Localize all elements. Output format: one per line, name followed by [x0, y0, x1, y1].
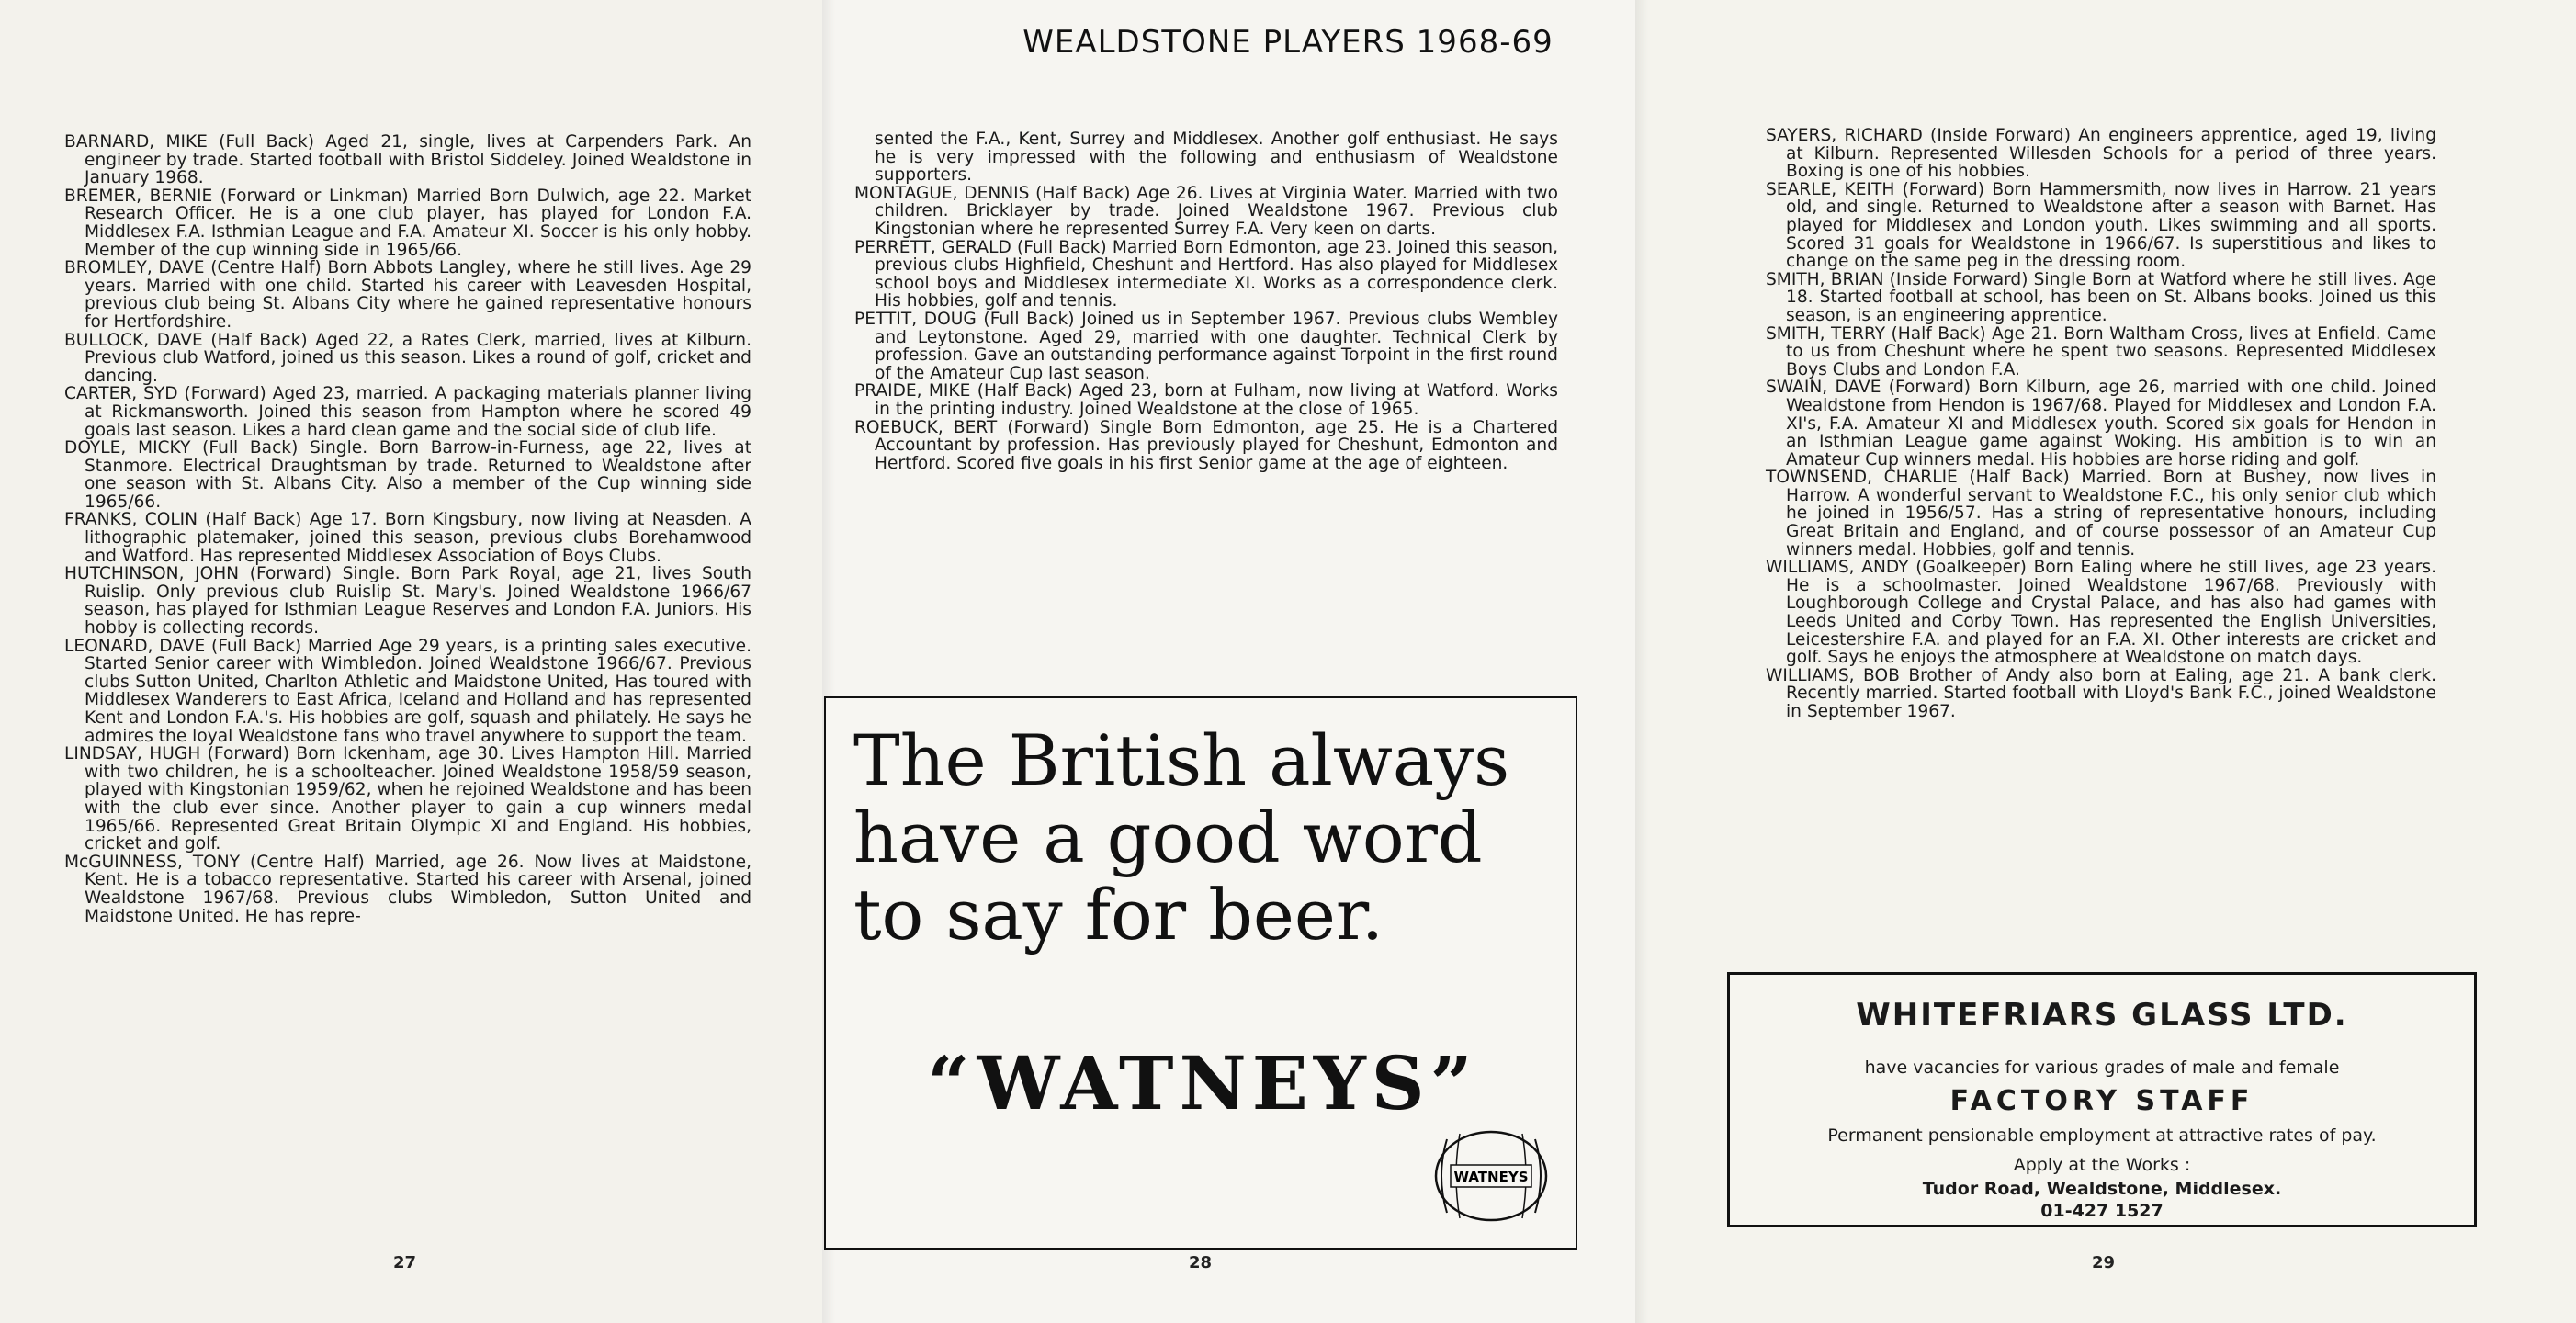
spread-title: WEALDSTONE PLAYERS 1968-69 [1022, 24, 1554, 61]
player-entry: CARTER, SYD (Forward) Aged 23, married. A packaging materials planner living at Rickmansworth. Joined this season from Hampton where he scored 49 goals last season. Likes a hard clean game and the social side of club life. [64, 384, 751, 440]
player-entry: TOWNSEND, CHARLIE (Half Back) Married. Born at Bushey, now lives in Harrow. A wonderful servant to Wealdstone F.C., his only senior club which he joined in 1956/57. Has a string of representative honours, including Great Britain and England, and of course possessor of an Amateur Cup winners medal. Hobbies, golf and tennis. [1766, 468, 2436, 560]
player-entry: ROEBUCK, BERT (Forward) Single Born Edmonton, age 25. He is a Chartered Accountant by profession. Has previously played for Cheshunt, Edmonton and Hertford. Scored five goals in his first Senior game at the age of eighteen. [854, 417, 1558, 473]
player-list-page-27 [64, 133, 751, 925]
player-entry: PETTIT, DOUG (Full Back) Joined us in September 1967. Previous clubs Wembley and Leytonstone. Aged 29, married with one daughter. Technical Clerk by profession. Gave an outstanding performance against Torpoint in the first round of the Amateur Cup last season. [854, 309, 1558, 383]
ad-intro: have vacancies for various grades of male and female [1864, 1057, 2340, 1078]
ad-brand: “WATNEYS” [927, 1040, 1478, 1126]
player-entry: WILLIAMS, BOB Brother of Andy also born at Ealing, age 21. A bank clerk. Recently married. Started football with Lloyd's Bank F.C., joined Wealdstone in September 1967. [1766, 665, 2436, 721]
barrel-icon [1432, 1128, 1550, 1224]
player-entry: SAYERS, RICHARD (Inside Forward) An engineers apprentice, aged 19, living at Kilburn. Represented Willesden Schools for a period of three years. Boxing is one of his hobbies. [1766, 126, 2436, 182]
ad-phone: 01-427 1527 [2040, 1201, 2164, 1221]
player-entry: DOYLE, MICKY (Full Back) Single. Born Barrow-in-Furness, age 22, lives at Stanmore. Electrical Draughtsman by trade. Returned to Wealdstone after one season with St. Albans City. Also a member of the Cup winning side 1965/66. [64, 438, 751, 512]
player-entry: LINDSAY, HUGH (Forward) Born Ickenham, age 30. Lives Hampton Hill. Married with two children, he is a schoolteacher. Joined Wealdstone 1958/59 season, played with Kingstonian 1959/62, when he rejoined Wealdstone and has been with the club ever since. Another player to gain a cup winners medal 1965/66. Represented Great Britain Olympic XI and England. His hobbies, cricket and golf. [64, 744, 751, 854]
ad-address: Tudor Road, Wealdstone, Middlesex. [1922, 1179, 2282, 1199]
ad-company-name: WHITEFRIARS GLASS LTD. [1856, 997, 2348, 1034]
player-entry: HUTCHINSON, JOHN (Forward) Single. Born Park Royal, age 21, lives South Ruislip. Only previous club Ruislip St. Mary's. Joined Wealdstone 1966/67 season, has played for Isthmian League Reserves and London F.A. Juniors. His hobby is collecting records. [64, 564, 751, 639]
gutter-shadow [1635, 0, 1648, 1323]
player-entry: BARNARD, MIKE (Full Back) Aged 21, single, lives at Carpenders Park. An engineer by trade. Started football with Bristol Siddeley. Joined Wealdstone in January 1968. [64, 132, 751, 188]
player-entry: SMITH, BRIAN (Inside Forward) Single Born at Watford where he still lives. Age 18. Started football at school, has been on St. Albans books. Joined us this season, is an engineering apprentice. [1766, 269, 2436, 325]
whitefriars-advertisement [1727, 972, 2477, 1227]
page-number: 29 [2092, 1253, 2116, 1272]
player-entry: SMITH, TERRY (Half Back) Age 21. Born Waltham Cross, lives at Enfield. Came to us from Cheshunt where he spent two seasons. Represented Middlesex Boys Clubs and London F.A. [1766, 323, 2436, 379]
player-entry: SWAIN, DAVE (Forward) Born Kilburn, age 26, married with one child. Joined Wealdstone from Hendon is 1967/68. Played for Middlesex and London F.A. XI's, F.A. Amateur XI and Middlesex youth. Scored six goals for Hendon in an Isthmian League game against Woking. His ambition is to win an Amateur Cup winners medal. His hobbies are horse riding and golf. [1766, 378, 2436, 469]
player-entry: SEARLE, KEITH (Forward) Born Hammersmith, now lives in Harrow. 21 years old, and single. Returned to Wealdstone after a season with Barnet. Has played for Middlesex and London youth. Likes swimming and all sports. Scored 31 goals for Wealdstone in 1966/67. Is superstitious and likes to change on the same peg in the dressing room. [1766, 179, 2436, 272]
player-entry: BULLOCK, DAVE (Half Back) Aged 22, a Rates Clerk, married, lives at Kilburn. Previous club Watford, joined us this season. Likes a round of golf, cricket and dancing. [64, 330, 751, 386]
player-entry: PRAIDE, MIKE (Half Back) Aged 23, born at Fulham, now living at Watford. Works in the printing industry. Joined Wealdstone at the close of 1965. [854, 381, 1558, 419]
barrel-label: WATNEYS [1453, 1169, 1529, 1185]
player-entry-continued: sented the F.A., Kent, Surrey and Middlesex. Another golf enthusiast. He says he is very impressed with the following and enthusiasm of Wealdstone supporters. [875, 130, 1558, 186]
player-entry: MONTAGUE, DENNIS (Half Back) Age 26. Lives at Virginia Water. Married with two children. Bricklayer by trade. Joined Wealdstone 1967. Previous club Kingstonian where he represented Surrey F.A. Very keen on darts. [854, 183, 1558, 239]
player-entry: BREMER, BERNIE (Forward or Linkman) Married Born Dulwich, age 22. Market Research Officer. He is a one club player, has played for London F.A. Middlesex F.A. Isthmian League and F.A. Amateur XI. Soccer is his only hobby. Member of the cup winning side in 1965/66. [64, 186, 751, 260]
player-list-page-29 [1766, 127, 2436, 721]
player-list-page-28 [854, 130, 1558, 472]
player-entry: PERRETT, GERALD (Full Back) Married Born Edmonton, age 23. Joined this season, previous clubs Highfield, Cheshunt and Hertford. Has also played for Middlesex school boys and Middlesex intermediate XI. Works as a correspondence clerk. His hobbies, golf and tennis. [854, 237, 1558, 311]
player-entry: BROMLEY, DAVE (Centre Half) Born Abbots Langley, where he still lives. Age 29 years. Married with one child. Started his career with Leavesden Hospital, previous club being St. Albans City where he gained representative honours for Hertfordshire. [64, 258, 751, 332]
player-entry: FRANKS, COLIN (Half Back) Age 17. Born Kingsbury, now living at Neasden. A lithographic platemaker, joined this season, previous clubs Borehamwood and Watford. Has represented Middlesex Association of Boys Clubs. [64, 510, 751, 566]
ad-apply: Apply at the Works : [2013, 1155, 2191, 1175]
ad-slogan: The British always have a good word to say for beer. [853, 719, 1510, 956]
player-entry: LEONARD, DAVE (Full Back) Married Age 29 years, is a printing sales executive. Started Senior career with Wimbledon. Joined Wealdstone 1966/67. Previous clubs Sutton United, Charlton Athletic and Maidstone United, Has toured with Middlesex Wanderers to East Africa, Iceland and Holland and has represented Kent and London F.A.'s. His hobbies are golf, squash and philately. He says he admires the loyal Wealdstone fans who travel anywhere to support the team. [64, 636, 751, 746]
page-number: 27 [393, 1253, 417, 1272]
ad-terms: Permanent pensionable employment at attractive rates of pay. [1827, 1125, 2377, 1146]
player-entry: WILLIAMS, ANDY (Goalkeeper) Born Ealing where he still lives, age 23 years. He is a schoolmaster. Joined Wealdstone 1967/68. Previously with Loughborough College and Crystal Palace, and has also had games with Leeds United and Corby Town. Has represented the English Universities, Leicestershire F.A. and played for an F.A. XI. Other interests are cricket and golf. Says he enjoys the atmosphere at Wealdstone on match days. [1766, 558, 2436, 668]
player-entry: McGUINNESS, TONY (Centre Half) Married, age 26. Now lives at Maidstone, Kent. He is a tobacco representative. Started his career with Arsenal, joined Wealdstone 1967/68. Previous clubs Wimbledon, Sutton United and Maidstone United. He has repre- [64, 852, 751, 926]
watneys-advertisement [824, 696, 1577, 1250]
ad-role: FACTORY STAFF [1949, 1085, 2254, 1117]
page-number: 28 [1189, 1253, 1213, 1272]
